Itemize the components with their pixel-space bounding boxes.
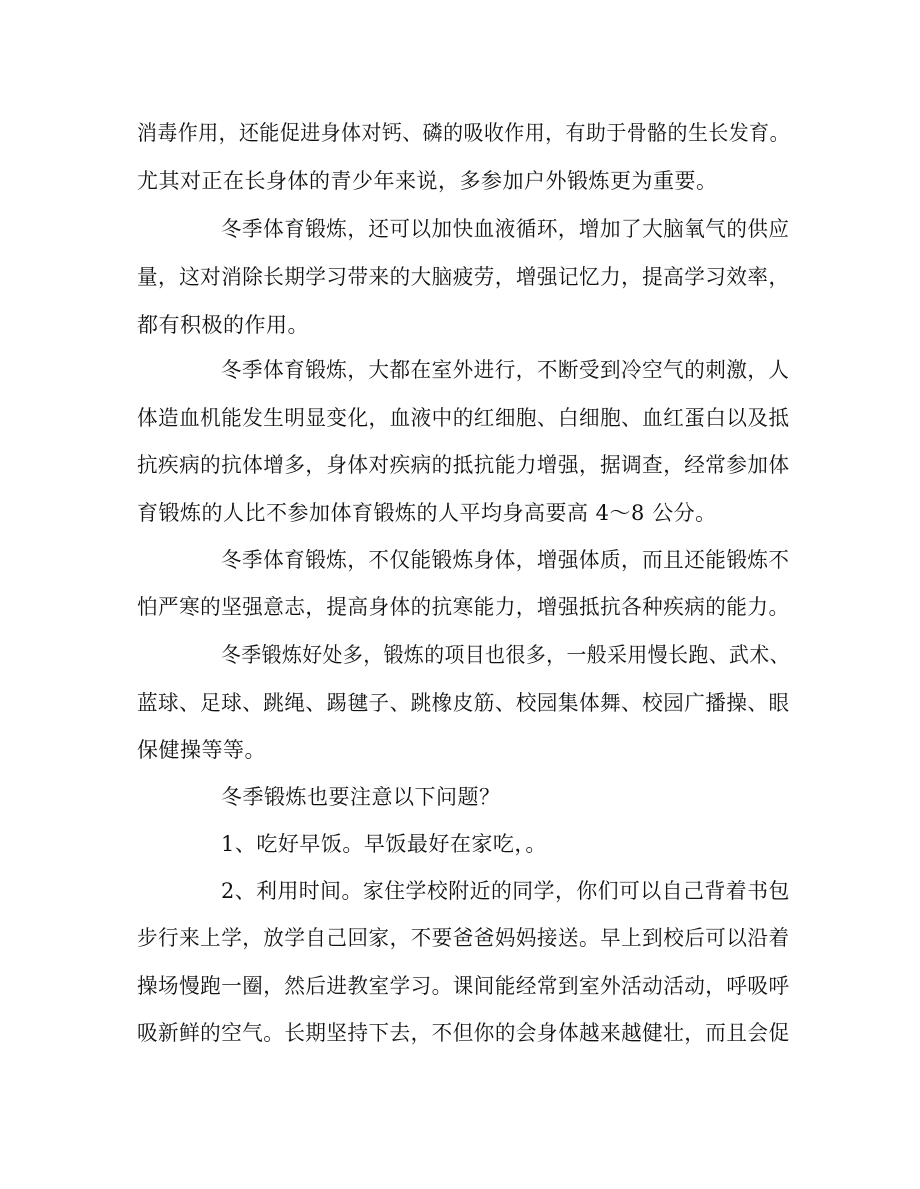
text-line: 操场慢跑一圈，然后进教室学习。课间能经常到室外活动活动，呼吸呼 bbox=[137, 974, 790, 998]
text-line: 步行来上学，放学自己回家，不要爸爸妈妈接送。早上到校后可以沿着 bbox=[137, 926, 790, 950]
text-line: 体造血机能发生明显变化，血液中的红细胞、白细胞、血红蛋白以及抵 bbox=[137, 406, 790, 430]
text-line: 蓝球、足球、跳绳、踢毽子、跳橡皮筋、校园集体舞、校园广播操、眼 bbox=[137, 691, 790, 715]
text-line: 冬季体育锻炼，不仅能锻炼身体，增强体质，而且还能锻炼不 bbox=[221, 548, 790, 572]
text-line: 吸新鲜的空气。长期坚持下去，不但你的会身体越来越健壮，而且会促 bbox=[137, 1021, 790, 1045]
text-line: 1、吃好早饭。早饭最好在家吃，。 bbox=[221, 832, 547, 856]
text-line: 怕严寒的坚强意志，提高身体的抗寒能力，增强抵抗各种疾病的能力。 bbox=[137, 595, 790, 619]
text-line: 尤其对正在长身体的青少年来说，多参加户外锻炼更为重要。 bbox=[137, 169, 718, 193]
text-line: 冬季锻炼也要注意以下问题？ bbox=[221, 785, 501, 809]
text-line: 冬季体育锻炼，还可以加快血液循环，增加了大脑氧气的供应 bbox=[221, 217, 790, 241]
text-line: 冬季体育锻炼，大都在室外进行，不断受到冷空气的刺激，人 bbox=[221, 358, 790, 382]
text-line: 2、利用时间。家住学校附近的同学，你们可以自己背着书包 bbox=[221, 879, 790, 903]
text-line: 量，这对消除长期学习带来的大脑疲劳，增强记忆力，提高学习效率， bbox=[137, 265, 790, 289]
text-line: 消毒作用，还能促进身体对钙、磷的吸收作用，有助于骨骼的生长发育。 bbox=[137, 121, 790, 145]
text-line: 育锻炼的人比不参加体育锻炼的人平均身高要高 4～8 公分。 bbox=[137, 501, 717, 525]
text-line: 保健操等等。 bbox=[137, 738, 266, 762]
text-line: 都有积极的作用。 bbox=[137, 313, 309, 337]
text-line: 抗疾病的抗体增多，身体对疾病的抵抗能力增强，据调查，经常参加体 bbox=[137, 453, 790, 477]
text-line: 冬季锻炼好处多，锻炼的项目也很多，一般采用慢长跑、武术、 bbox=[221, 643, 791, 667]
